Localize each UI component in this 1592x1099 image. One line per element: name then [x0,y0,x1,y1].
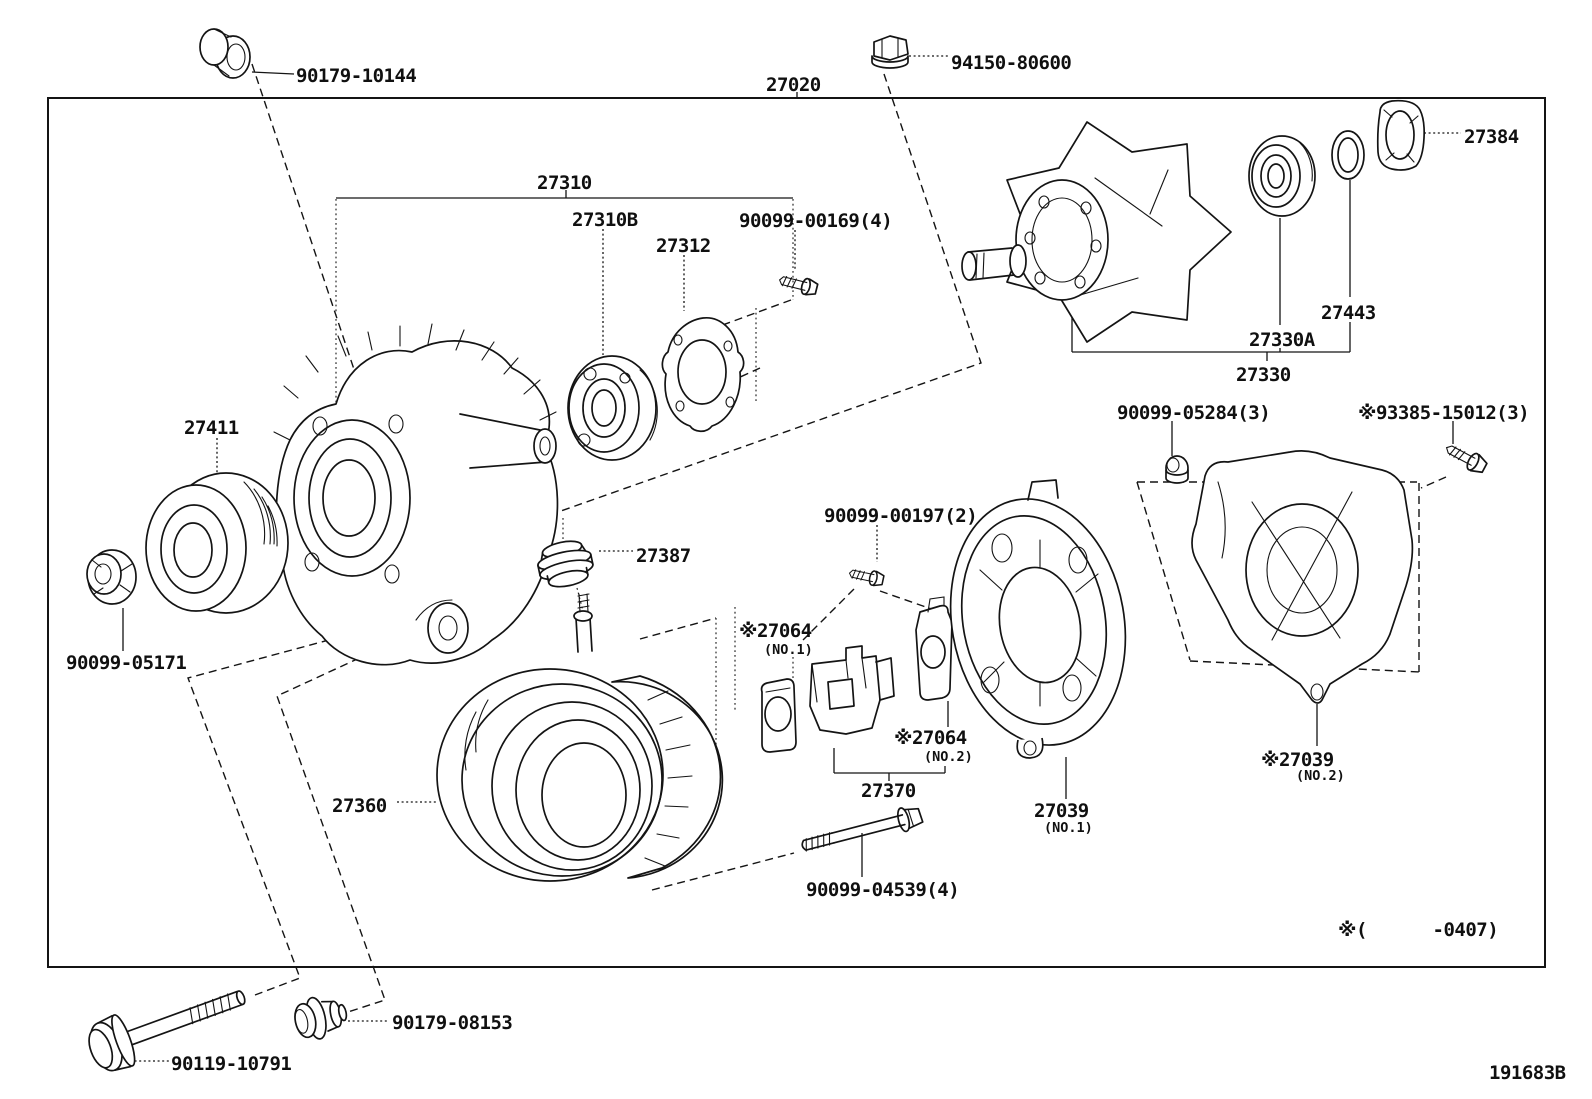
part-label-27310: 27310 [537,172,592,194]
slinger-27443-drawing [1332,131,1364,179]
part-label-27310B: 27310B [572,209,638,231]
rotor-27330-drawing [962,122,1231,342]
part-label-90099-05171: 90099-05171 [66,652,187,674]
pulley-27411-drawing [146,473,288,613]
bolt-90099-00169-drawing [778,272,819,297]
part-label-27039-no2-sub: (NO.2) [1296,768,1345,784]
bolt-93385-15012-drawing [1442,440,1488,476]
bolt-90099-00197-drawing [848,566,884,587]
part-label-27064-no1-sub: (NO.1) [764,642,813,658]
part-label-27039-no1-sub: (NO.1) [1044,820,1093,836]
part-label-90179-08153: 90179-08153 [392,1012,513,1034]
front-bracket-drawing [274,324,557,665]
part-label-27411: 27411 [184,417,239,439]
drawing-code: 191683B [1489,1062,1566,1084]
part-label-27064-no2-sub: (NO.2) [924,749,973,765]
part-label-27312: 27312 [656,235,711,257]
gasket-27064-no1-drawing [762,679,796,752]
mount-bolt-90179-08153-drawing [291,991,350,1043]
bearing-cover-27384-drawing [1378,101,1424,170]
terminal-nut-94150-80600-drawing [872,36,908,68]
part-label-27330: 27330 [1236,364,1291,386]
applicability-footnote: ※( -0407) [1338,919,1499,941]
part-label-27384: 27384 [1464,126,1519,148]
rear-cover-27039-no2-drawing [1192,451,1412,703]
part-label-27370: 27370 [861,780,916,802]
brush-holder-27370-drawing [810,646,894,734]
part-label-27064-no1: ※27064 [739,620,812,642]
part-label-90099-00169: 90099-00169(4) [739,210,893,232]
part-label-90099-05284: 90099-05284(3) [1117,402,1271,424]
part-label-90119-10791: 90119-10791 [171,1053,292,1075]
part-label-90179-10144: 90179-10144 [296,65,417,87]
pulley-nut-90099-05171-drawing [87,550,136,604]
cap-nut-90179-10144-drawing [200,29,250,78]
part-label-27039-no1: 27039 [1034,800,1089,822]
bearing-retainer-27312-drawing [662,318,743,431]
part-label-90099-04539: 90099-04539(4) [806,879,960,901]
rear-bearing-27330A-drawing [1249,136,1315,216]
part-label-90099-00197: 90099-00197(2) [824,505,978,527]
gasket-27064-no2-drawing [916,597,952,700]
part-label-27360: 27360 [332,795,387,817]
notes [1338,919,1566,1084]
part-label-27330A: 27330A [1249,329,1315,351]
front-bearing-27310B-drawing [568,356,657,460]
part-label-27039-no2: ※27039 [1261,749,1334,771]
part-label-27387: 27387 [636,545,691,567]
part-label-94150-80600: 94150-80600 [951,52,1072,74]
nut-90099-05284-drawing [1166,456,1188,483]
part-label-27020: 27020 [766,74,821,96]
part-label-27064-no2: ※27064 [894,727,967,749]
part-label-27443: 27443 [1321,302,1376,324]
part-label-93385-15012: ※93385-15012(3) [1358,402,1530,424]
